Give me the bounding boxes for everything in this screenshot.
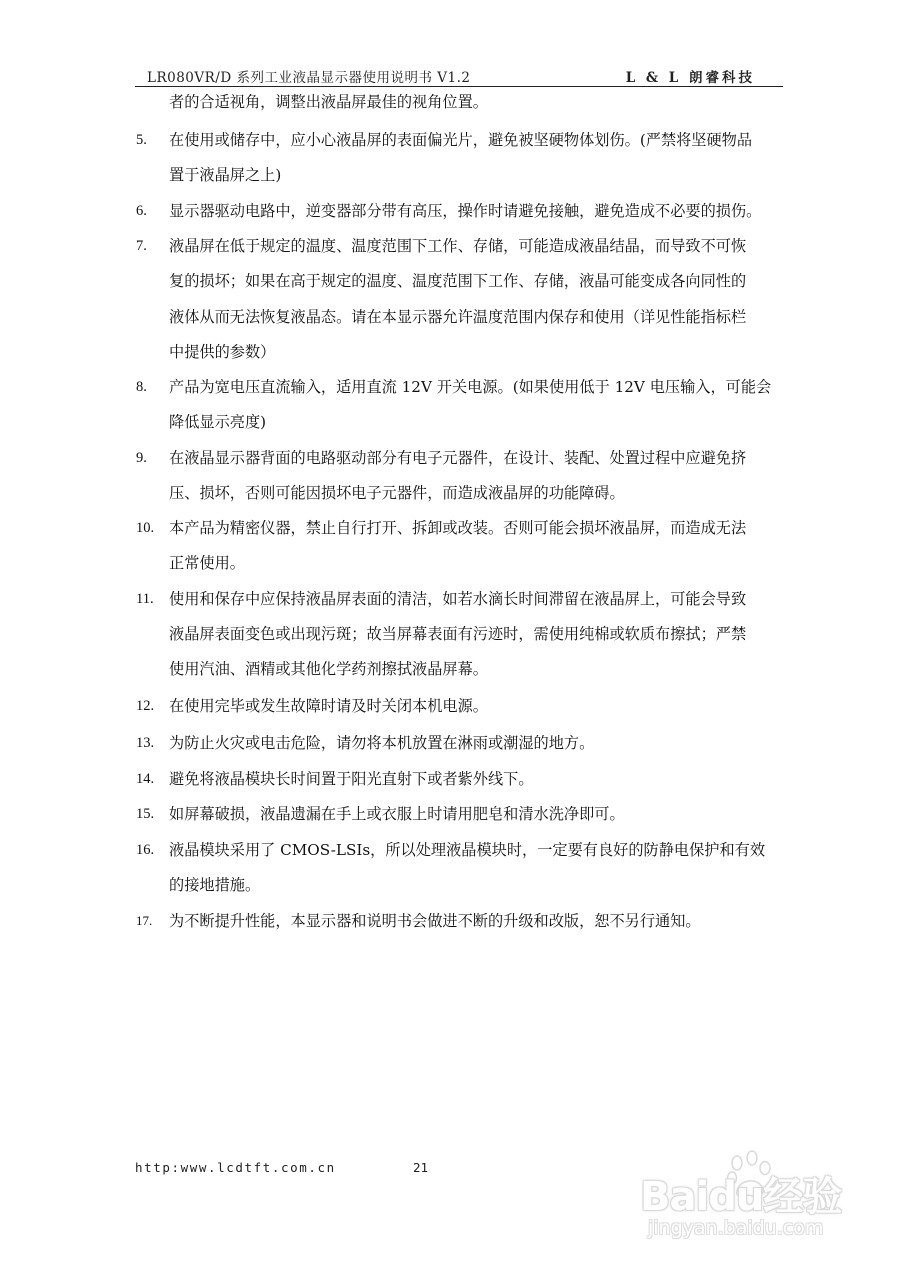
item-line: 本产品为精密仪器，禁止自行打开、拆卸或改装。否则可能会损坏液晶屏，而造成无法 [169,519,747,537]
watermark-site: jingyan.baidu.com [648,1217,824,1239]
page-number: 21 [413,1160,429,1175]
item-line: 使用汽油、酒精或其他化学药剂擦拭液晶屏幕。 [169,660,488,678]
item-number: 13. [136,735,155,751]
item-number: 10. [136,520,155,536]
continuation-line: 者的合适视角，调整出液晶屏最佳的视角位置。 [169,93,488,111]
item-number: 17. [136,913,153,928]
item-line: 为不断提升性能，本显示器和说明书会做进不断的升级和改版，恕不另行通知。 [169,912,701,930]
item-number: 12. [136,698,155,714]
item-line: 在液晶显示器背面的电路驱动部分有电子元器件，在设计、装配、处置过程中应避免挤 [169,449,747,467]
item-line: 为防止火灾或电击危险，请勿将本机放置在淋雨或潮湿的地方。 [169,734,595,752]
document-title: LR080VR/D 系列工业液晶显示器使用说明书 V1.2 [147,70,471,86]
item-number: 8. [136,379,147,395]
item-line: 显示器驱动电路中，逆变器部分带有高压，操作时请避免接触，避免造成不必要的损伤。 [169,202,762,220]
item-number: 15. [136,806,155,822]
item-line: 在使用或储存中，应小心液晶屏的表面偏光片，避免被坚硬物体划伤。(严禁将坚硬物品 [169,131,753,149]
item-number: 9. [136,450,147,466]
item-number: 5. [136,132,147,148]
item-line: 产品为宽电压直流输入，适用直流 12V 开关电源。(如果使用低于 12V 电压输入，可能会 [169,378,772,396]
item-line: 使用和保存中应保持液晶屏表面的清洁，如若水滴长时间滞留在液晶屏上，可能会导致 [169,590,747,608]
item-line: 的接地措施。 [169,876,261,894]
item-line: 中提供的参数） [169,343,276,361]
item-line: 液晶屏在低于规定的温度、温度范围下工作、存储，可能造成液晶结晶，而导致不可恢 [169,237,747,255]
page-header [135,64,783,87]
watermark-brand: Baidu经验 [640,1174,842,1220]
footer-url: http:www.lcdtft.com.cn [135,1160,336,1175]
item-line: 液晶屏表面变色或出现污斑；故当屏幕表面有污迹时，需使用纯棉或软质布擦拭；严禁 [169,625,747,643]
baidu-watermark [640,1145,865,1250]
item-line: 避免将液晶模块长时间置于阳光直射下或者紫外线下。 [169,770,534,788]
item-number: 6. [136,203,147,219]
item-line: 压、损坏，否则可能因损坏电子元器件，而造成液晶屏的功能障碍。 [169,484,625,502]
item-number: 11. [136,591,154,607]
item-line: 液体从而无法恢复液晶态。请在本显示器允许温度范围内保存和使用（详见性能指标栏 [169,308,747,326]
item-line: 置于液晶屏之上) [169,166,282,184]
item-line: 液晶模块采用了 CMOS-LSIs，所以处理液晶模块时，一定要有良好的防静电保护和有效 [169,841,766,859]
company-name: L & L 朗睿科技 [625,70,755,86]
item-line: 正常使用。 [169,554,245,572]
item-number: 16. [136,842,155,858]
item-line: 降低显示亮度) [169,413,267,431]
item-line: 复的损坏；如果在高于规定的温度、温度范围下工作、存储，液晶可能变成各向同性的 [169,272,747,290]
item-number: 7. [136,238,147,254]
item-line: 在使用完毕或发生故障时请及时关闭本机电源。 [169,697,488,715]
item-line: 如屏幕破损，液晶遗漏在手上或衣服上时请用肥皂和清水洗净即可。 [169,805,625,823]
item-number: 14. [136,771,155,787]
